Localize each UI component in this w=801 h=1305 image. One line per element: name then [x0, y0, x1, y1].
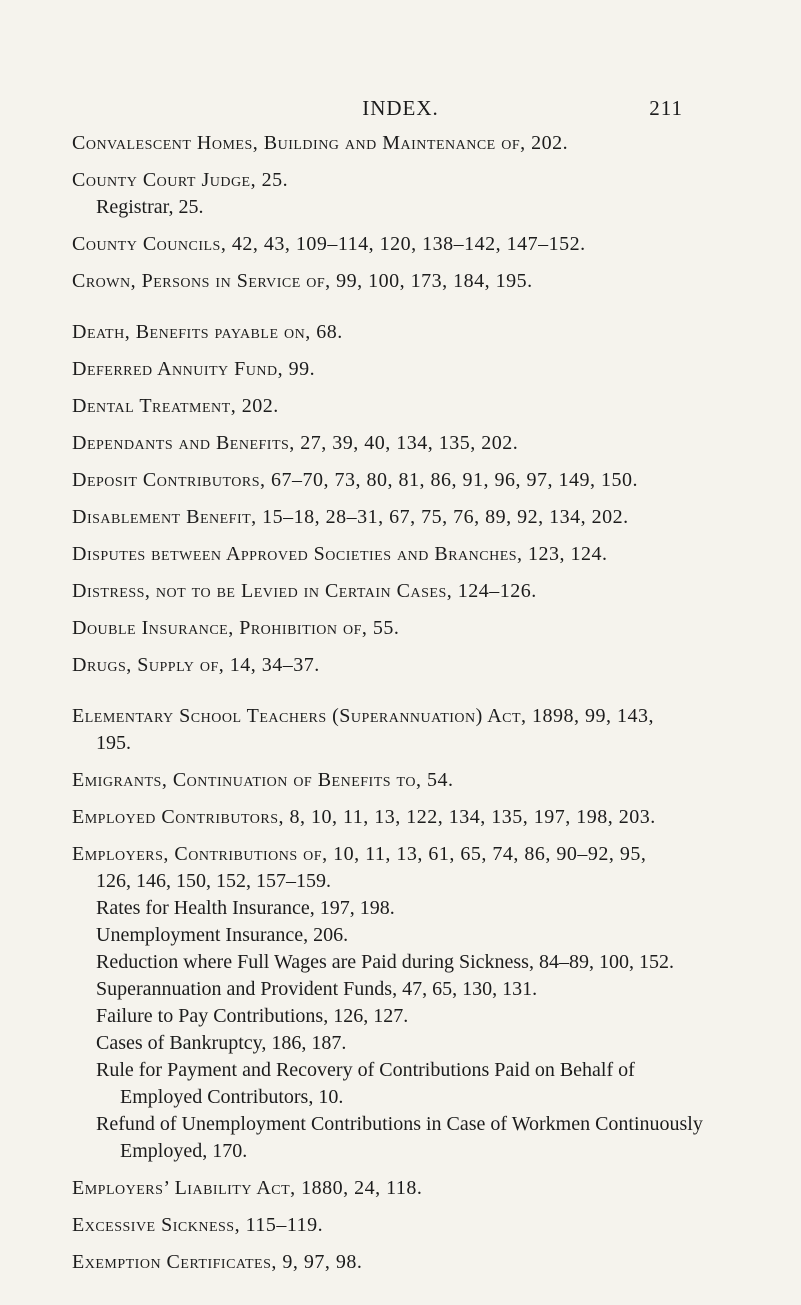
index-subentry-continuation: Employed Contributors, 10.: [120, 1086, 344, 1108]
index-entry: Deposit Contributors, 67–70, 73, 80, 81, 86, 91, 96, 97, 149, 150.: [72, 469, 638, 491]
index-entry: Employers, Contributions of, 10, 11, 13, 61, 65, 74, 86, 90–92, 95,: [72, 843, 647, 865]
index-subentry: Cases of Bankruptcy, 186, 187.: [96, 1032, 347, 1054]
index-entry: Employed Contributors, 8, 10, 11, 13, 122, 134, 135, 197, 198, 203.: [72, 806, 656, 828]
index-entry: Convalescent Homes, Building and Maintenance of, 202.: [72, 132, 569, 154]
index-entry: Deferred Annuity Fund, 99.: [72, 358, 316, 380]
index-entry: Disputes between Approved Societies and Branches, 123, 124.: [72, 543, 608, 565]
index-entry: Dependants and Benefits, 27, 39, 40, 134, 135, 202.: [72, 432, 519, 454]
index-entry: Double Insurance, Prohibition of, 55.: [72, 617, 400, 639]
page-header: [0, 96, 801, 126]
index-subentry: Reduction where Full Wages are Paid during Sickness, 84–89, 100, 152.: [96, 951, 674, 973]
index-subentry: Refund of Unemployment Contributions in Case of Workmen Continuously: [96, 1113, 703, 1135]
index-subentry-continuation: Employed, 170.: [120, 1140, 248, 1162]
index-body: [72, 130, 732, 1276]
page-number: 211: [649, 96, 683, 120]
index-subentry: Rule for Payment and Recovery of Contributions Paid on Behalf of: [96, 1059, 635, 1081]
index-entry: Excessive Sickness, 115–119.: [72, 1214, 324, 1236]
index-subentry: Rates for Health Insurance, 197, 198.: [96, 897, 395, 919]
index-entry: Distress, not to be Levied in Certain Cases, 124–126.: [72, 580, 537, 602]
index-entry-continuation: 195.: [96, 732, 131, 754]
index-entry: Drugs, Supply of, 14, 34–37.: [72, 654, 320, 676]
index-subentry: Registrar, 25.: [96, 196, 204, 218]
index-subentry: Failure to Pay Contributions, 126, 127.: [96, 1005, 409, 1027]
index-entry: County Court Judge, 25.: [72, 169, 289, 191]
index-entry: Crown, Persons in Service of, 99, 100, 173, 184, 195.: [72, 270, 533, 292]
index-subentry: Unemployment Insurance, 206.: [96, 924, 349, 946]
index-entry: Exemption Certificates, 9, 97, 98.: [72, 1251, 363, 1273]
page-title: INDEX.: [362, 96, 439, 120]
index-entry: Elementary School Teachers (Superannuation) Act, 1898, 99, 143,: [72, 705, 655, 727]
index-entry: Emigrants, Continuation of Benefits to, 54.: [72, 769, 454, 791]
index-subentry: Superannuation and Provident Funds, 47, 65, 130, 131.: [96, 978, 538, 1000]
index-entry: Death, Benefits payable on, 68.: [72, 321, 343, 343]
index-entry: Dental Treatment, 202.: [72, 395, 279, 417]
index-entry-continuation: 126, 146, 150, 152, 157–159.: [96, 870, 331, 892]
index-entry: Disablement Benefit, 15–18, 28–31, 67, 75, 76, 89, 92, 134, 202.: [72, 506, 629, 528]
index-entry: Employers’ Liability Act, 1880, 24, 118.: [72, 1177, 423, 1199]
index-entry: County Councils, 42, 43, 109–114, 120, 138–142, 147–152.: [72, 233, 586, 255]
